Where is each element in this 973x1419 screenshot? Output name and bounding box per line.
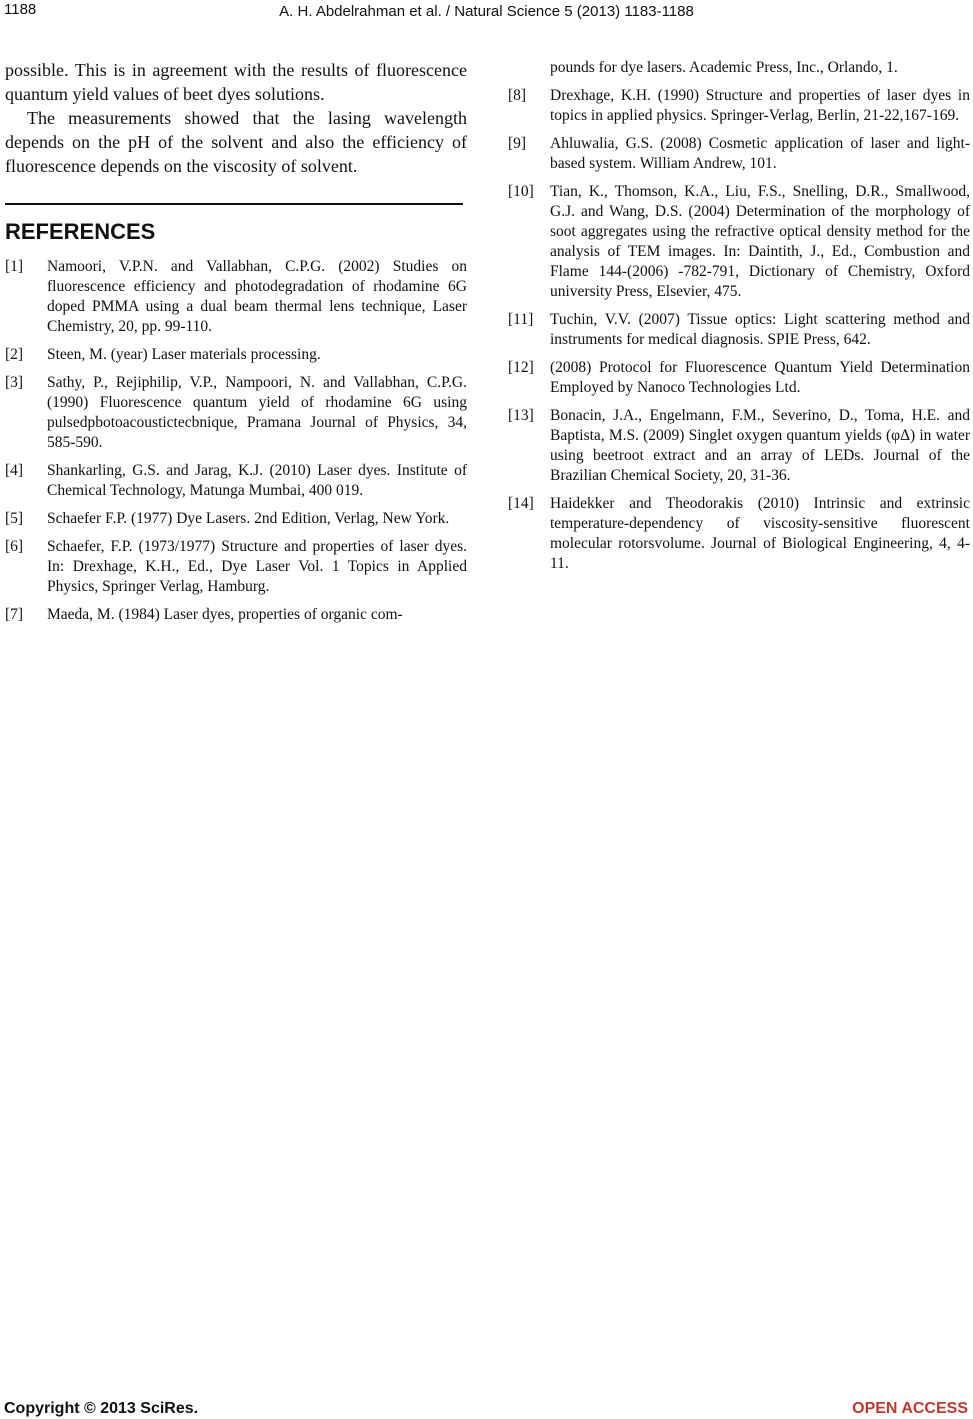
reference-item — [5, 605, 467, 625]
reference-item — [508, 182, 970, 302]
reference-text: (2008) Protocol for Fluorescence Quantum Yield Determination Employed by Nanoco Technologies Ltd. — [550, 359, 970, 396]
reference-item — [508, 310, 970, 350]
reference-item — [508, 86, 970, 126]
reference-number: [14] — [508, 495, 534, 512]
reference-text: Tian, K., Thomson, K.A., Liu, F.S., Snelling, D.R., Smallwood, G.J. and Wang, D.S. (2004) Determination of the morphology of soot aggregates using the refractive optical density method for the analysis of TEM images. In: Daintith, J., Ed., Combustion and Flame 144-(2006) -782-791, Dictionary of Chemistry, Oxford university Press, Elsevier, 475. — [550, 183, 970, 300]
reference-number: [1] — [5, 258, 24, 275]
reference-number: [10] — [508, 183, 534, 200]
reference-item — [5, 373, 467, 453]
reference-number: [12] — [508, 359, 534, 376]
copyright-notice: Copyright © 2013 SciRes. — [4, 1400, 199, 1417]
reference-number: [9] — [508, 135, 527, 152]
reference-item — [5, 509, 467, 529]
page-number: 1188 — [4, 1, 37, 18]
reference-item — [5, 257, 467, 337]
reference-item — [5, 345, 467, 365]
reference-item — [508, 358, 970, 398]
reference-item — [508, 494, 970, 574]
reference-text: Namoori, V.P.N. and Vallabhan, C.P.G. (2002) Studies on fluorescence efficiency and photodegradation of rhodamine 6G doped PMMA using a dual beam thermal lens technique, Laser Chemistry, 20, pp. 99-110. — [47, 258, 467, 335]
reference-number: [13] — [508, 407, 534, 424]
reference-text: Drexhage, K.H. (1990) Structure and properties of laser dyes in topics in applied physics. Springer-Verlag, Berlin, 21-22,167-169. — [550, 87, 970, 124]
reference-text: Tuchin, V.V. (2007) Tissue optics: Light scattering method and instruments for medical diagnosis. SPIE Press, 642. — [550, 311, 970, 348]
reference-number: [11] — [508, 311, 534, 328]
reference-item — [508, 406, 970, 486]
open-access-label: OPEN ACCESS — [852, 1400, 968, 1417]
reference-text: Maeda, M. (1984) Laser dyes, properties of organic com- — [47, 606, 403, 623]
section-divider — [5, 203, 463, 205]
reference-number: [7] — [5, 606, 24, 623]
references-heading: REFERENCES — [5, 219, 156, 244]
body-paragraph: possible. This is in agreement with the results of fluorescence quantum yield values of beet dyes solutions. — [5, 60, 467, 104]
reference-text: Schaefer F.P. (1977) Dye Lasers. 2nd Edition, Verlag, New York. — [47, 510, 450, 527]
reference-item — [5, 537, 467, 597]
body-paragraph: The measurements showed that the lasing wavelength depends on the pH of the solvent and also the efficiency of fluorescence depends on the viscosity of solvent. — [5, 108, 467, 176]
reference-number: [6] — [5, 538, 24, 555]
reference-text: Schaefer, F.P. (1973/1977) Structure and properties of laser dyes. In: Drexhage, K.H., Ed., Dye Laser Vol. 1 Topics in Applied Physics, Springer Verlag, Hamburg. — [47, 538, 467, 595]
right-column — [508, 58, 970, 582]
left-column — [5, 58, 467, 633]
reference-item — [508, 134, 970, 174]
reference-text: Shankarling, G.S. and Jarag, K.J. (2010) Laser dyes. Institute of Chemical Technology, Matunga Mumbai, 400 019. — [47, 462, 467, 499]
reference-item — [5, 461, 467, 501]
reference-number: [5] — [5, 510, 24, 527]
reference-number: [3] — [5, 374, 24, 391]
reference-text: Haidekker and Theodorakis (2010) Intrinsic and extrinsic temperature-dependency of viscosity-sensitive fluorescent molecular rotorsvolume. Journal of Biological Engineering, 4, 4-11. — [550, 495, 970, 572]
reference-text: Bonacin, J.A., Engelmann, F.M., Severino, D., Toma, H.E. and Baptista, M.S. (2009) Singlet oxygen quantum yields (φΔ) in water using beetroot extract and an array of LEDs. Journal of the Brazilian Chemical Society, 20, 31-36. — [550, 407, 970, 484]
reference-text: Sathy, P., Rejiphilip, V.P., Nampoori, N. and Vallabhan, C.P.G. (1990) Fluorescence quantum yield of rhodamine 6G using pulsedpbotoacoustictecbnique, Pramana Journal of Physics, 34, 585-590. — [47, 374, 467, 451]
reference-number: [4] — [5, 462, 24, 479]
reference-text: Ahluwalia, G.S. (2008) Cosmetic application of laser and light-based system. William Andrew, 101. — [550, 135, 970, 172]
reference-number — [508, 58, 550, 78]
reference-continuation — [508, 58, 970, 78]
reference-number: [8] — [508, 87, 527, 104]
running-head: A. H. Abdelrahman et al. / Natural Science 5 (2013) 1183-1188 — [279, 3, 694, 20]
reference-text: pounds for dye lasers. Academic Press, Inc., Orlando, 1. — [550, 59, 898, 76]
reference-text: Steen, M. (year) Laser materials processing. — [47, 346, 321, 363]
reference-number: [2] — [5, 346, 24, 363]
